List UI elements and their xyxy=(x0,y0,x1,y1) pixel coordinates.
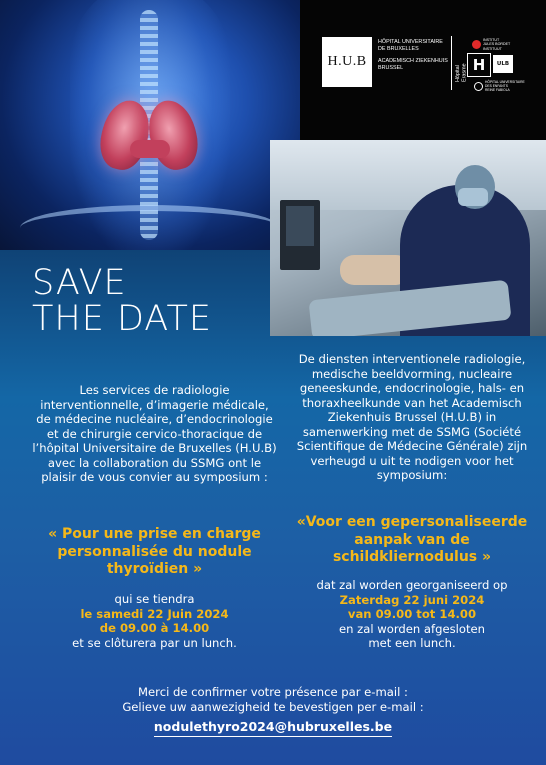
rsvp-nl: Gelieve uw aanwezigheid te bevestigen per e-mail : xyxy=(122,699,424,714)
nl-when-block xyxy=(292,578,532,651)
email-link[interactable]: nodulethyro2024@hubruxelles.be xyxy=(154,719,392,737)
hub-name-fr-1: HÔPITAL UNIVERSITAIRE xyxy=(378,39,443,45)
fr-when-block xyxy=(32,592,277,650)
page-title xyxy=(32,265,212,337)
nl-lunch-2: met een lunch. xyxy=(368,636,456,650)
thyroid-illustration xyxy=(0,0,300,250)
hugc-logo xyxy=(474,80,534,92)
erasme-h-icon: H xyxy=(467,53,491,77)
bordet-mark-icon xyxy=(472,40,481,49)
hub-name-nl-2: BRUSSEL xyxy=(378,65,404,72)
hugc-mark-icon xyxy=(474,82,483,91)
title-line-2: THE DATE xyxy=(32,299,212,339)
bordet-text: INSTITUT JULES BORDET INSTITUUT xyxy=(483,38,511,51)
nl-time: van 09.00 tot 14.00 xyxy=(347,607,477,621)
fr-lunch: et se clôturera par un lunch. xyxy=(72,635,237,650)
hub-name-nl-1: ACADEMISCH ZIEKENHUIS xyxy=(378,57,448,64)
title-line-1: SAVE xyxy=(32,263,127,303)
surgery-photo xyxy=(270,140,546,336)
nl-intro-text: De diensten interventionele radiologie, medische beeldvorming, nucleaire geneeskunde, endocrinologie, hals- en thoraxheelkunde van het Academisch Ziekenhuis Brussel (H.U.B) in samenwerking met de SSMG (Société Scientifique de Médecine Générale) zijn verheugd u uit te nodigen voor het symposium: xyxy=(296,352,528,482)
nl-when-intro: dat zal worden georganiseerd op xyxy=(316,578,508,592)
fr-intro-text: Les services de radiologie interventionnelle, d’imagerie médicale, de médecine nucléaire, d’endocrinologie et de chirurgie cervico-thoracique de l’hôpital Universitaire de Bruxelles (H.U.B) avec la collaboration du SSMG ont le plaisir de vous convier au symposium : xyxy=(32,383,277,484)
fr-symposium-title: « Pour une prise en charge personnalisée du nodule thyroïdien » xyxy=(48,526,261,577)
hugc-text: HÔPITAL UNIVERSITAIRE DES ENFANTS REINE FABIOLA xyxy=(485,80,525,92)
rsvp-block xyxy=(0,685,546,714)
clavicle-shape xyxy=(20,205,280,250)
ulb-logo: ULB xyxy=(493,55,513,73)
email-row xyxy=(0,716,546,735)
nl-symposium-title: «Voor een gepersonaliseerde aanpak van de schildkliernodulus » xyxy=(296,514,528,565)
bordet-logo xyxy=(472,38,510,51)
hub-logo: H.U.B xyxy=(322,37,372,87)
photo-monitor-screen xyxy=(286,206,314,246)
logo-divider xyxy=(451,36,452,90)
hub-name-fr-2: DE BRUXELLES xyxy=(378,46,419,53)
nl-lunch-1: en zal worden afgesloten xyxy=(339,621,485,636)
rsvp-fr: Merci de confirmer votre présence par e-mail : xyxy=(138,685,408,699)
fr-when-intro: qui se tiendra xyxy=(114,592,195,606)
photo-doctor-mask xyxy=(458,188,488,206)
fr-date: le samedi 22 Juin 2024 xyxy=(80,606,229,621)
fr-time: de 09.00 à 14.00 xyxy=(99,621,210,635)
hub-name xyxy=(378,39,450,73)
nl-date: Zaterdag 22 juni 2024 xyxy=(339,592,485,607)
erasme-logo: Hôpital Erasme xyxy=(455,63,468,82)
thyroid-isthmus xyxy=(130,140,170,158)
